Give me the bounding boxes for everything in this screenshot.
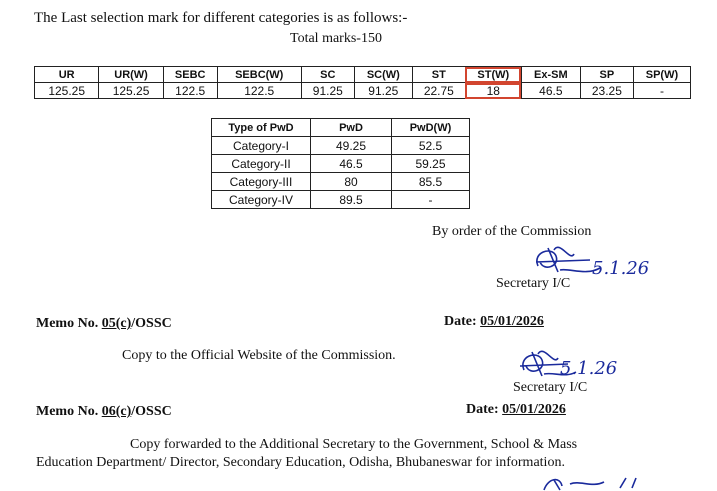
memo-line-1: Memo No. 05(c)/OSSC	[36, 316, 172, 331]
header-cell: UR(W)	[99, 67, 163, 83]
by-order-text: By order of the Commission	[432, 224, 592, 239]
header-cell: Type of PwD	[212, 119, 311, 137]
forward-text-line-1: Copy forwarded to the Additional Secretary to the Government, School & Mass	[130, 437, 578, 452]
value-cell: 122.5	[163, 83, 217, 99]
value-cell: 125.25	[99, 83, 163, 99]
header-cell: Ex-SM	[521, 67, 580, 83]
table-header-row	[35, 67, 691, 83]
table-cell: -	[392, 191, 470, 209]
pwd-marks-table	[211, 118, 470, 209]
header-cell: ST	[412, 67, 465, 83]
table-cell: Category-IV	[212, 191, 311, 209]
table-cell: 89.5	[311, 191, 392, 209]
total-marks: Total marks-150	[290, 31, 382, 46]
table-cell: 49.25	[311, 137, 392, 155]
value-cell: 22.75	[412, 83, 465, 99]
memo-number: 06(c)	[101, 404, 132, 419]
table-cell: Category-II	[212, 155, 311, 173]
table-cell: 59.25	[392, 155, 470, 173]
memo-date-value: 05/01/2026	[480, 314, 544, 329]
header-cell: SP(W)	[633, 67, 690, 83]
intro-text: The Last selection mark for different categories is as follows:-	[34, 10, 408, 26]
copy-text: Copy to the Official Website of the Commission.	[122, 348, 396, 363]
value-cell: 23.25	[580, 83, 633, 99]
header-cell: SC(W)	[354, 67, 412, 83]
category-marks-table	[34, 66, 691, 99]
value-cell: -	[633, 83, 690, 99]
header-cell: UR	[35, 67, 99, 83]
header-cell: PwD(W)	[392, 119, 470, 137]
table-cell: Category-I	[212, 137, 311, 155]
signature-3-partial	[540, 474, 660, 491]
table-cell: 80	[311, 173, 392, 191]
table-cell: Category-III	[212, 173, 311, 191]
table-row	[212, 191, 470, 209]
table-cell: 85.5	[392, 173, 470, 191]
table-header-row	[212, 119, 470, 137]
value-cell: 122.5	[217, 83, 301, 99]
header-cell-highlighted: ST(W)	[465, 67, 521, 83]
value-cell: 91.25	[354, 83, 412, 99]
memo-date-1: Date: 05/01/2026	[444, 314, 544, 329]
memo-date-2: Date: 05/01/2026	[466, 402, 566, 417]
value-cell-highlighted: 18	[465, 83, 521, 99]
table-row	[212, 137, 470, 155]
memo-date-value: 05/01/2026	[502, 402, 566, 417]
signature-2-date: 5.1.26	[560, 358, 618, 379]
table-cell: 52.5	[392, 137, 470, 155]
secretary-label-1: Secretary I/C	[496, 276, 571, 291]
signature-1-date: 5.1.26	[592, 258, 650, 279]
value-cell: 46.5	[521, 83, 580, 99]
value-cell: 91.25	[301, 83, 354, 99]
value-cell: 125.25	[35, 83, 99, 99]
forward-text-line-2: Education Department/ Director, Secondary Education, Odisha, Bhubaneswar for information.	[36, 455, 565, 470]
table-row	[35, 83, 691, 99]
memo-line-2: Memo No. 06(c)/OSSC	[36, 404, 172, 419]
table-cell: 46.5	[311, 155, 392, 173]
header-cell: PwD	[311, 119, 392, 137]
header-cell: SEBC(W)	[217, 67, 301, 83]
memo-number: 05(c)	[101, 316, 132, 331]
header-cell: SC	[301, 67, 354, 83]
secretary-label-2: Secretary I/C	[513, 380, 588, 395]
table-row	[212, 173, 470, 191]
table-row	[212, 155, 470, 173]
header-cell: SP	[580, 67, 633, 83]
header-cell: SEBC	[163, 67, 217, 83]
